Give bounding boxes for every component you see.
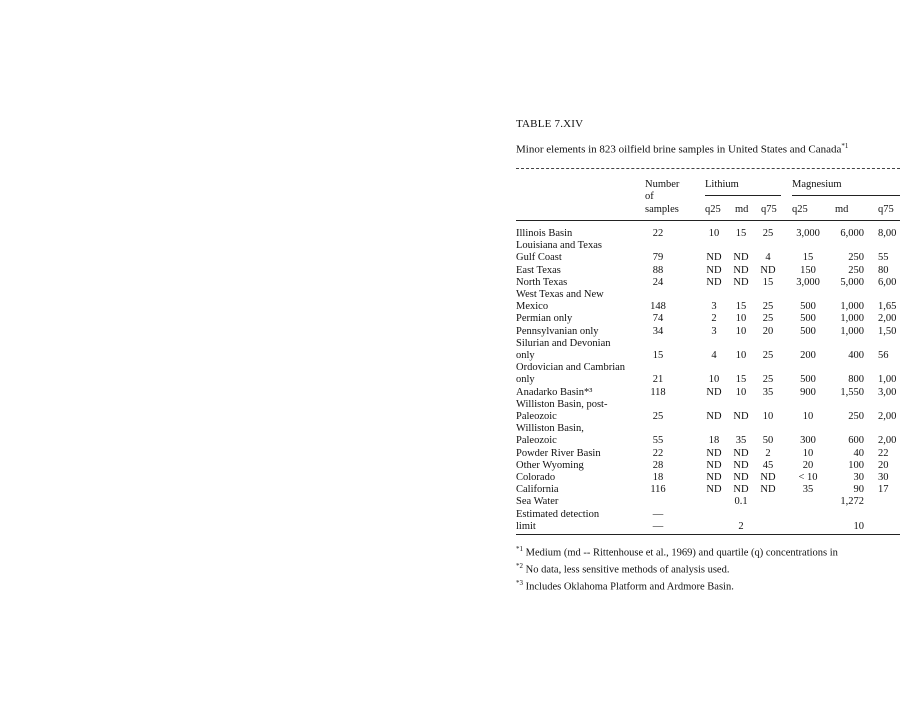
cell-magnesium: 20 xyxy=(802,459,814,471)
cell-lithium: 2 xyxy=(738,520,744,532)
cell-magnesium: 400 xyxy=(848,350,864,361)
cell-lithium: 10 xyxy=(735,350,747,361)
cell-lithium: ND xyxy=(733,459,749,471)
cell-lithium: ND xyxy=(706,252,722,264)
cell-lithium: ND xyxy=(706,386,722,398)
table-row xyxy=(516,387,900,399)
cell-lithium: ND xyxy=(760,264,776,276)
cell-number-of-samples: 88 xyxy=(652,264,664,276)
cell-lithium: 10 xyxy=(735,313,747,325)
cell-lithium: 10 xyxy=(762,411,774,422)
cell-lithium: ND xyxy=(733,252,749,264)
header-li-q25: q25 xyxy=(705,204,721,215)
caption-text: Minor elements in 823 oilfield brine samples in United States and Canada xyxy=(516,143,842,156)
cell-magnesium: 500 xyxy=(800,374,816,386)
table-row xyxy=(516,496,900,508)
caption-footnote-mark: *1 xyxy=(841,142,849,150)
cell-magnesium: 1,65 xyxy=(878,301,897,313)
cell-magnesium: 17 xyxy=(878,484,889,496)
cell-lithium: ND xyxy=(733,472,749,483)
cell-magnesium: 55 xyxy=(878,252,889,264)
cell-number-of-samples: 21 xyxy=(652,374,664,386)
table-row xyxy=(516,228,900,240)
row-label: California xyxy=(516,484,559,496)
table-row xyxy=(516,277,900,289)
cell-magnesium: 800 xyxy=(848,374,864,386)
cell-number-of-samples: 79 xyxy=(652,252,664,264)
cell-number-of-samples: 24 xyxy=(652,276,664,288)
cell-lithium: 4 xyxy=(711,350,717,361)
cell-magnesium: 22 xyxy=(878,447,889,459)
row-label: Powder River Basin xyxy=(516,447,601,459)
cell-lithium: 3 xyxy=(711,325,717,337)
row-label: North Texas xyxy=(516,276,568,288)
cell-lithium: ND xyxy=(760,484,776,496)
cell-lithium: 2 xyxy=(765,447,771,459)
cell-magnesium: 10 xyxy=(802,411,814,422)
cell-lithium: 4 xyxy=(765,252,771,264)
footnote-1: $^{*1}$ Medium (md -- Rittenhouse et al., 1969) and quartile (q) concentrations in xyxy=(516,545,838,559)
cell-lithium: ND xyxy=(733,447,749,459)
cell-magnesium: 1,50 xyxy=(878,325,897,337)
cell-lithium: ND xyxy=(706,459,722,471)
cell-magnesium: 2,00 xyxy=(878,411,897,422)
table-row xyxy=(516,521,900,533)
cell-lithium: ND xyxy=(706,276,722,288)
row-label: Estimated detection xyxy=(516,508,600,520)
table-row xyxy=(516,484,900,496)
row-label: Williston Basin, post- xyxy=(516,398,608,410)
cell-lithium: 10 xyxy=(708,374,720,386)
row-label: Permian only xyxy=(516,313,573,325)
cell-number-of-samples: — xyxy=(652,508,664,520)
table-row xyxy=(516,423,900,435)
cell-lithium: 3 xyxy=(711,301,717,313)
row-label: Other Wyoming xyxy=(516,459,584,471)
cell-magnesium: 35 xyxy=(802,484,814,496)
row-label: Sea Water xyxy=(516,496,559,508)
cell-magnesium: < 10 xyxy=(798,472,818,483)
table-row xyxy=(516,289,900,301)
header-lithium: Lithium xyxy=(705,179,739,190)
table-row xyxy=(516,472,900,484)
table-label: TABLE 7.XIV xyxy=(516,118,584,130)
header-mg-q25: q25 xyxy=(792,204,808,215)
cell-lithium: 10 xyxy=(735,325,747,337)
table-row xyxy=(516,435,900,447)
header-of: of xyxy=(645,191,654,202)
row-label: East Texas xyxy=(516,264,561,276)
table-row xyxy=(516,265,900,277)
cell-magnesium: 2,00 xyxy=(878,435,897,447)
table-row xyxy=(516,374,900,386)
cell-magnesium: 100 xyxy=(848,459,864,471)
cell-number-of-samples: 74 xyxy=(652,313,664,325)
cell-lithium: ND xyxy=(733,484,749,496)
cell-lithium: 0.1 xyxy=(734,496,748,508)
cell-magnesium: 500 xyxy=(800,301,816,313)
cell-magnesium: 90 xyxy=(853,484,864,496)
cell-number-of-samples: 15 xyxy=(652,350,664,361)
cell-magnesium: 6,00 xyxy=(878,276,897,288)
cell-number-of-samples: 28 xyxy=(652,459,664,471)
cell-magnesium: 300 xyxy=(800,435,816,447)
cell-magnesium: 20 xyxy=(878,459,889,471)
cell-magnesium: 900 xyxy=(800,386,816,398)
row-label: Williston Basin, xyxy=(516,423,584,435)
header-mg-md: md xyxy=(835,204,849,215)
cell-magnesium: 2,00 xyxy=(878,313,897,325)
cell-magnesium: 1,000 xyxy=(840,301,864,313)
cell-lithium: 10 xyxy=(735,386,747,398)
cell-magnesium: 56 xyxy=(878,350,889,361)
table-row xyxy=(516,240,900,252)
cell-magnesium: 200 xyxy=(800,350,816,361)
cell-magnesium: 30 xyxy=(878,472,889,483)
row-label: Paleozoic xyxy=(516,435,557,447)
top-rule xyxy=(516,168,900,169)
row-label: Louisiana and Texas xyxy=(516,240,602,252)
cell-lithium: ND xyxy=(733,411,749,422)
row-label: West Texas and New xyxy=(516,289,604,300)
row-label: Mexico xyxy=(516,301,549,313)
cell-magnesium: 5,000 xyxy=(840,276,864,288)
cell-number-of-samples: 55 xyxy=(652,435,664,447)
cell-magnesium: 500 xyxy=(800,325,816,337)
header-samples: samples xyxy=(645,204,679,215)
cell-lithium: 10 xyxy=(708,228,720,239)
cell-magnesium: 8,00 xyxy=(878,228,897,239)
row-label: only xyxy=(516,374,535,386)
cell-magnesium: 250 xyxy=(848,252,864,264)
table-row xyxy=(516,313,900,325)
header-li-md: md xyxy=(735,204,749,215)
cell-magnesium: 1,000 xyxy=(840,325,864,337)
lithium-rule xyxy=(705,195,781,196)
row-label: Gulf Coast xyxy=(516,252,562,264)
footnotes xyxy=(516,543,838,594)
cell-magnesium: 1,000 xyxy=(840,313,864,325)
row-label: only xyxy=(516,350,535,361)
cell-lithium: 35 xyxy=(762,386,774,398)
table-row xyxy=(516,326,900,338)
table-row xyxy=(516,350,900,362)
footnote-3: $^{*3}$ Includes Oklahoma Platform and Ardmore Basin. xyxy=(516,579,734,593)
cell-lithium: 15 xyxy=(735,374,747,386)
cell-lithium: 35 xyxy=(735,435,747,447)
header-number: Number xyxy=(645,179,680,190)
table-row xyxy=(516,448,900,460)
cell-magnesium: 1,00 xyxy=(878,374,897,386)
table-row xyxy=(516,509,900,521)
cell-lithium: ND xyxy=(733,276,749,288)
cell-number-of-samples: 22 xyxy=(652,447,664,459)
header-li-q75: q75 xyxy=(761,204,777,215)
row-label: limit xyxy=(516,520,536,532)
cell-lithium: ND xyxy=(706,484,722,496)
row-label: Pennsylvanian only xyxy=(516,325,599,337)
table-row xyxy=(516,338,900,350)
cell-number-of-samples: — xyxy=(652,520,664,532)
cell-number-of-samples: 118 xyxy=(650,386,666,398)
cell-magnesium: 6,000 xyxy=(840,228,864,239)
row-label: Anadarko Basin*³ xyxy=(516,386,593,398)
cell-number-of-samples: 25 xyxy=(652,411,664,422)
magnesium-rule xyxy=(792,195,900,196)
cell-number-of-samples: 22 xyxy=(652,228,664,239)
cell-lithium: 25 xyxy=(762,228,774,239)
cell-magnesium: 80 xyxy=(878,264,889,276)
cell-lithium: 25 xyxy=(762,374,774,386)
header-magnesium: Magnesium xyxy=(792,179,842,190)
table-row xyxy=(516,301,900,313)
cell-lithium: 50 xyxy=(762,435,774,447)
cell-number-of-samples: 18 xyxy=(652,472,664,483)
table-row xyxy=(516,411,900,423)
cell-number-of-samples: 148 xyxy=(650,301,666,313)
header-mg-q75: q75 xyxy=(878,204,894,215)
cell-lithium: ND xyxy=(760,472,776,483)
cell-lithium: 15 xyxy=(735,301,747,313)
cell-magnesium: 10 xyxy=(853,520,864,532)
cell-lithium: 18 xyxy=(708,435,720,447)
cell-magnesium: 1,272 xyxy=(840,496,864,508)
cell-magnesium: 15 xyxy=(802,252,814,264)
cell-magnesium: 30 xyxy=(853,472,864,483)
cell-lithium: 45 xyxy=(762,459,774,471)
cell-lithium: ND xyxy=(706,447,722,459)
table-row xyxy=(516,252,900,264)
cell-lithium: 15 xyxy=(762,276,774,288)
cell-number-of-samples: 34 xyxy=(652,325,664,337)
cell-magnesium: 250 xyxy=(848,264,864,276)
cell-lithium: 2 xyxy=(711,313,717,325)
cell-lithium: ND xyxy=(733,264,749,276)
cell-magnesium: 40 xyxy=(853,447,864,459)
cell-lithium: ND xyxy=(706,411,722,422)
row-label: Ordovician and Cambrian xyxy=(516,362,626,374)
bottom-rule xyxy=(516,534,900,535)
cell-lithium: 25 xyxy=(762,313,774,325)
row-label: Silurian and Devonian xyxy=(516,337,611,349)
cell-lithium: 25 xyxy=(762,350,774,361)
table-row xyxy=(516,399,900,411)
row-label: Colorado xyxy=(516,472,556,483)
row-label: Illinois Basin xyxy=(516,228,573,239)
cell-magnesium: 10 xyxy=(802,447,814,459)
cell-magnesium: 3,000 xyxy=(796,228,820,239)
table-caption xyxy=(516,142,848,156)
cell-lithium: 25 xyxy=(762,301,774,313)
cell-magnesium: 3,000 xyxy=(796,276,820,288)
footnote-2: $^{*2}$ No data, less sensitive methods of analysis used. xyxy=(516,562,730,576)
table-row xyxy=(516,460,900,472)
cell-lithium: ND xyxy=(706,472,722,483)
header-bottom-rule xyxy=(516,220,900,221)
row-label: Paleozoic xyxy=(516,411,557,422)
cell-magnesium: 250 xyxy=(848,411,864,422)
cell-magnesium: 500 xyxy=(800,313,816,325)
cell-lithium: ND xyxy=(706,264,722,276)
cell-magnesium: 600 xyxy=(848,435,864,447)
cell-magnesium: 1,550 xyxy=(840,386,864,398)
cell-number-of-samples: 116 xyxy=(650,484,666,496)
cell-magnesium: 150 xyxy=(800,264,816,276)
cell-lithium: 15 xyxy=(735,228,747,239)
table-row xyxy=(516,362,900,374)
cell-magnesium: 3,00 xyxy=(878,386,897,398)
cell-lithium: 20 xyxy=(762,325,774,337)
